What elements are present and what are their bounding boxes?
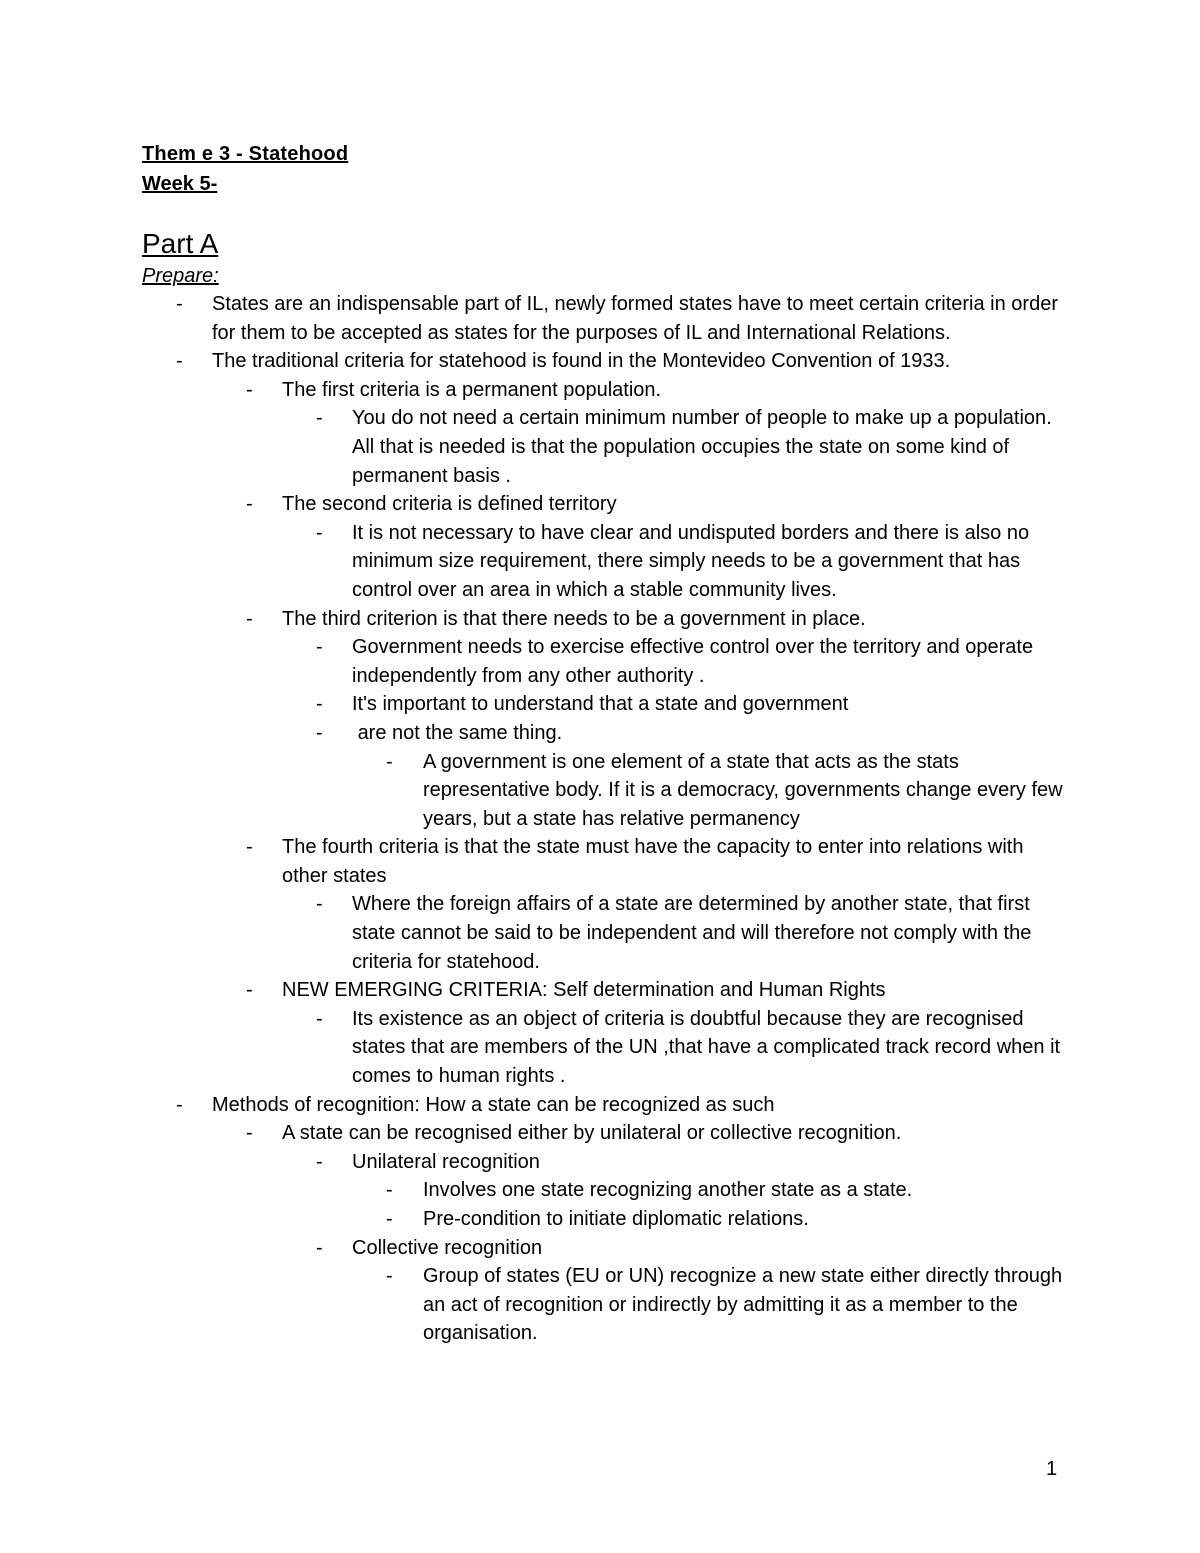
bullet-dash: - [316,1236,323,1259]
bullet-dash: - [386,750,393,773]
bullet-dash: - [246,1122,253,1145]
bullet-text: Methods of recognition: How a state can be recognized as such [212,1093,775,1116]
bullet-item [0,1091,1060,1120]
bullet-text: A government is one element of a state that acts as the stats representative body. If it is a democracy, governments change every few years, but a state has relative permanency [423,750,1069,830]
bullet-item [0,1234,1060,1263]
bullet-text: The second criteria is defined territory [282,493,617,516]
bullet-dash: - [246,979,253,1002]
bullet-dash: - [246,836,253,859]
part-heading: Part A [142,228,219,259]
bullet-item [0,347,1060,376]
bullet-text: Involves one state recognizing another state as a state. [423,1179,913,1202]
bullet-item [0,1005,1066,1091]
bullet-item [0,1262,1068,1348]
bullet-item [0,833,1060,890]
bullet-dash: - [316,1007,323,1030]
bullet-text: It's important to understand that a state and government [352,693,849,716]
bullet-item [0,519,1060,605]
week-title: Week 5- [142,173,218,195]
bullet-text: Government needs to exercise effective control over the territory and operate independently from any other authority . [352,636,1039,687]
bullet-item [0,404,1060,490]
bullet-text: Unilateral recognition [352,1150,540,1173]
bullet-text: Its existence as an object of criteria is doubtful because they are recognised states that are members of the UN ,that have a complicated track record when it comes to human rights . [352,1007,1066,1088]
bullet-text: Group of states (EU or UN) recognize a new state either directly through an act of recognition or indirectly by admitting it as a member to the organisation. [423,1265,1068,1345]
bullet-text: Pre-condition to initiate diplomatic relations. [423,1208,809,1230]
bullet-text: The first criteria is a permanent population. [282,378,662,401]
bullet-dash: - [386,1265,393,1288]
bullet-item [0,690,1060,719]
bullet-item [0,1176,1060,1205]
bullet-text: It is not necessary to have clear and undisputed borders and there is also no minimum size requirement, there simply needs to be a government that has control over an area in which a stable community lives. [352,521,1035,601]
bullet-item [0,976,1060,1005]
bullet-dash: - [316,1150,323,1173]
bullet-item [0,1119,1060,1148]
bullet-text: A state can be recognised either by unilateral or collective recognition. [282,1122,902,1145]
bullet-item [0,605,1060,634]
bullet-dash: - [316,893,323,916]
bullet-item [0,748,1069,834]
bullet-text: The third criterion is that there needs to be a government in place. [282,607,866,630]
theme-title: Them e 3 - Statehood [142,143,349,165]
bullet-dash: - [386,1208,393,1230]
bullet-item [0,1148,1060,1177]
bullet-text: Where the foreign affairs of a state are determined by another state, that first state cannot be said to be independent and will therefore not comply with the criteria for statehood. [352,893,1037,973]
bullet-item [0,290,1064,347]
bullet-item [0,490,1060,519]
bullet-dash: - [316,636,323,659]
bullet-item [0,376,1060,405]
bullet-text: The fourth criteria is that the state must have the capacity to enter into relations with other states [282,836,1030,887]
bullet-dash: - [246,378,253,401]
bullet-item [0,890,1060,976]
bullet-text: The traditional criteria for statehood is found in the Montevideo Convention of 1933. [212,350,951,373]
bullet-dash: - [246,493,253,516]
bullet-dash: - [176,293,183,315]
prepare-label: Prepare: [142,265,219,287]
bullet-text: You do not need a certain minimum number of people to make up a population. All that is needed is that the population occupies the state on some kind of permanent basis . [352,407,1057,487]
bullet-list [0,290,1200,1348]
bullet-dash: - [316,407,323,430]
bullet-text: States are an indispensable part of IL, newly formed states have to meet certain criteria in order for them to be accepted as states for the purposes of IL and International Relations. [212,293,1064,344]
bullet-dash: - [386,1179,393,1202]
bullet-dash: - [316,521,323,544]
bullet-item [0,1205,1060,1234]
bullet-text: are not the same thing. [352,721,563,744]
page-number: 1 [1046,1458,1058,1480]
bullet-text: NEW EMERGING CRITERIA: Self determination and Human Rights [282,979,886,1002]
bullet-dash: - [316,721,323,744]
bullet-dash: - [176,1093,183,1116]
bullet-item [0,633,1060,690]
bullet-text: Collective recognition [352,1236,543,1259]
bullet-dash: - [246,607,253,630]
bullet-item [0,719,1060,748]
bullet-dash: - [176,350,183,373]
bullet-dash: - [316,693,323,716]
